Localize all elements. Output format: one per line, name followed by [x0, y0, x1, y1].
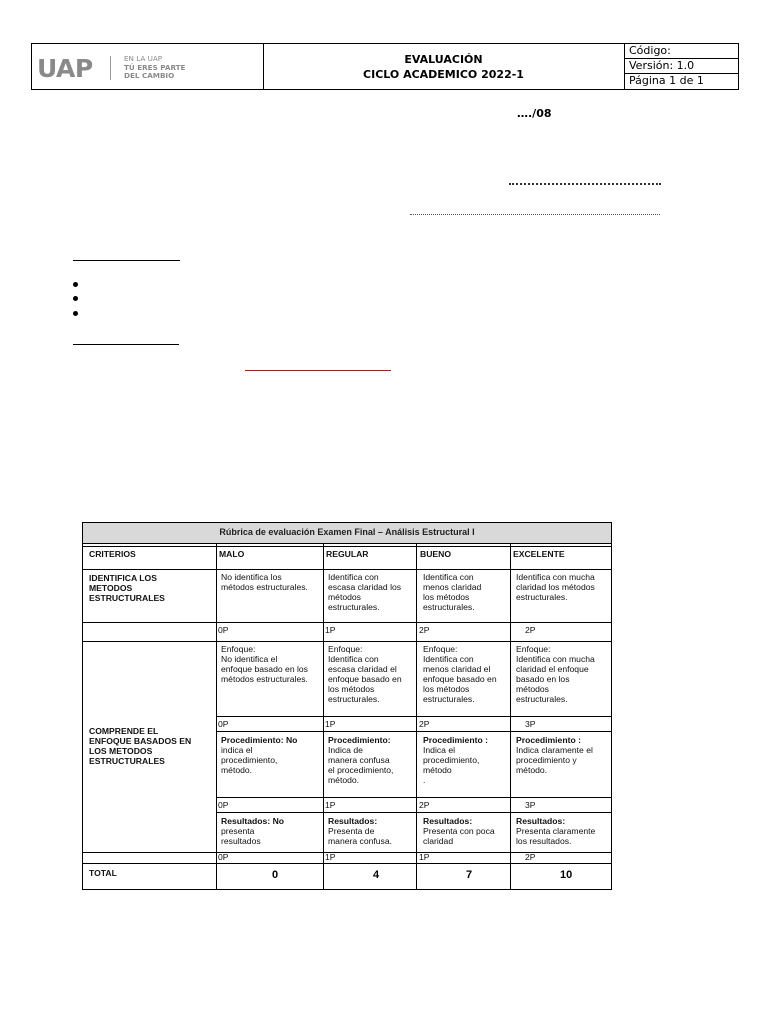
total-malo: 0	[272, 869, 279, 881]
resultados-bueno: Resultados: Presenta con poca claridad	[423, 816, 495, 846]
enfoque-excelente: Enfoque: Identifica con mucha claridad el enfoque basado en los métodos estructurales.	[516, 644, 595, 704]
page-label: Página 1 de 1	[629, 74, 704, 87]
points-enfoque-regular: 1P	[325, 719, 336, 729]
col-criterios: CRITERIOS	[89, 549, 136, 559]
total-label: TOTAL	[89, 868, 117, 878]
criterion-1-bueno: Identifica con menos claridad los métodos estructurales.	[423, 572, 482, 612]
logo-cell	[32, 44, 264, 89]
document-header	[31, 43, 739, 90]
section-underline-2	[73, 344, 179, 345]
points-enfoque-malo: 0P	[218, 719, 229, 729]
procedimiento-bueno: Procedimiento : Indica el procedimiento, método .	[423, 735, 488, 785]
document-title: EVALUACIÓN	[404, 52, 483, 66]
points-res-regular: 1P	[325, 852, 336, 862]
section-underline	[73, 260, 180, 261]
enfoque-malo: Enfoque: No identifica el enfoque basado en los métodos estructurales.	[221, 644, 308, 684]
red-underline	[245, 370, 391, 371]
points-res-malo: 0P	[218, 852, 229, 862]
points-c1-malo: 0P	[218, 625, 229, 635]
dotted-field-line	[509, 183, 661, 185]
points-res-excelente: 2P	[525, 852, 536, 862]
header-title-cell	[263, 44, 625, 89]
points-enfoque-excelente: 3P	[525, 719, 536, 729]
score-field: …./08	[517, 107, 552, 120]
points-proc-malo: 0P	[218, 800, 229, 810]
col-malo: MALO	[219, 549, 245, 559]
points-proc-bueno: 2P	[419, 800, 430, 810]
version-label: Versión: 1.0	[624, 59, 738, 74]
procedimiento-excelente: Procedimiento : Indica claramente el procedimiento y método.	[516, 735, 593, 775]
logo-tagline: EN LA UAP TÚ ERES PARTE DEL CAMBIO	[124, 54, 186, 81]
criterion-1-name: IDENTIFICA LOS METODOS ESTRUCTURALES	[89, 573, 165, 603]
procedimiento-regular: Procedimiento: Indica de manera confusa el procedimiento, método.	[328, 735, 394, 785]
enfoque-bueno: Enfoque: Identifica con menos claridad el enfoque basado en los métodos estructurales.	[423, 644, 497, 704]
logo-separator	[110, 56, 111, 80]
bullet-point	[73, 311, 78, 316]
points-res-bueno: 1P	[419, 852, 430, 862]
criterion-1-regular: Identifica con escasa claridad los métodos estructurales.	[328, 572, 402, 612]
points-c1-bueno: 2P	[419, 625, 430, 635]
criterion-1-excelente: Identifica con mucha claridad los métodos estructurales.	[516, 572, 595, 602]
bullet-point	[73, 282, 78, 287]
dotted-field-line-2	[410, 214, 660, 215]
resultados-malo: Resultados: No presenta resultados	[221, 816, 285, 846]
resultados-excelente: Resultados: Presenta claramente los resultados.	[516, 816, 596, 846]
bullet-point	[73, 296, 78, 301]
document-subtitle: CICLO ACADEMICO 2022-1	[363, 67, 524, 81]
criterion-1-malo: No identifica los métodos estructurales.	[221, 572, 308, 592]
col-regular: REGULAR	[326, 549, 369, 559]
rubric-table	[82, 522, 612, 890]
points-c1-regular: 1P	[325, 625, 336, 635]
resultados-regular: Resultados: Presenta de manera confusa.	[328, 816, 393, 846]
points-proc-excelente: 3P	[525, 800, 536, 810]
total-regular: 4	[373, 869, 380, 881]
criterion-2-name: COMPRENDE EL ENFOQUE BASADOS EN LOS METODOS ESTRUCTURALES	[89, 726, 192, 766]
points-c1-excelente: 2P	[525, 625, 536, 635]
total-bueno: 7	[466, 869, 473, 881]
total-excelente: 10	[560, 869, 573, 881]
col-excelente: EXCELENTE	[513, 549, 565, 559]
points-enfoque-bueno: 2P	[419, 719, 430, 729]
points-proc-regular: 1P	[325, 800, 336, 810]
codigo-label: Código:	[624, 44, 738, 59]
rubric-title: Rúbrica de evaluación Examen Final – Análisis Estructural I	[83, 523, 611, 544]
uap-logo: UAP	[37, 54, 93, 83]
procedimiento-malo: Procedimiento: No indica el procedimiento, método.	[221, 735, 298, 775]
col-bueno: BUENO	[420, 549, 452, 559]
header-meta-cell	[624, 44, 738, 89]
enfoque-regular: Enfoque: Identifica con escasa claridad el enfoque basado en los métodos estructurales.	[328, 644, 402, 704]
